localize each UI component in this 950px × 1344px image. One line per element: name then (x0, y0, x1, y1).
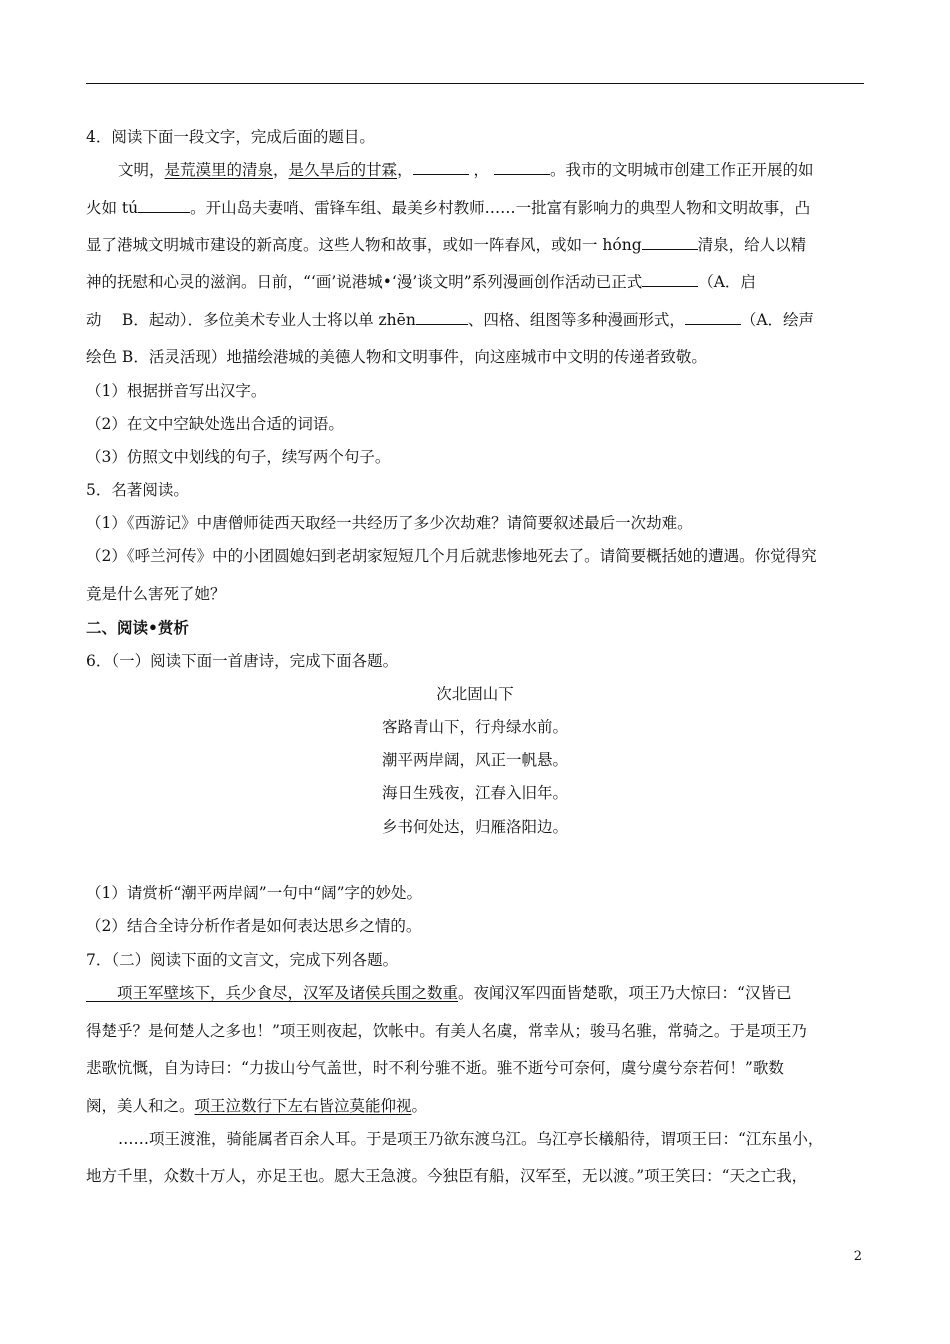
q7-text: 。 (411, 1097, 428, 1115)
q4-para-line-5 (86, 310, 876, 330)
q7-title: 7．（二）阅读下面的文言文，完成下列各题。 (86, 951, 399, 969)
poem-line-2: 潮平两岸阔，风正一帆悬。 (381, 751, 568, 769)
q6-sub-1: （1）请赏析“潮平两岸阔”一句中“阔”字的妙处。 (86, 884, 423, 902)
q4-underlined-phrase-1: 是荒漠里的清泉 (164, 161, 274, 179)
poem-line-4: 乡书何处达，归雁洛阳边。 (381, 818, 568, 836)
q4-sub-2: （2）在文中空缺处选出合适的词语。 (86, 415, 344, 433)
answer-blank-sentence-2[interactable] (494, 160, 550, 175)
q4-text: （A．启 (698, 273, 756, 291)
q4-para-line-2 (86, 198, 876, 218)
q7-text-line-6: 地方千里，众数十万人，亦足王也。愿大王急渡。今独臣有船，汉军至，无以渡。”项王笑曰：“天之亡我， (86, 1167, 808, 1185)
q6-sub-2: （2）结合全诗分析作者是如何表达思乡之情的。 (86, 917, 422, 935)
answer-blank-zhen[interactable] (416, 310, 468, 325)
page-number: 2 (853, 1249, 862, 1264)
header-rule (86, 83, 864, 84)
q4-sub-1: （1）根据拼音写出汉字。 (86, 382, 267, 400)
q7-text-line-2: 得楚乎？是何楚人之多也！”项王则夜起，饮帐中。有美人名虞，常幸从；骏马名骓，常骑之。于是项王乃 (86, 1022, 807, 1040)
q7-underlined-sentence-1: 项王军壁垓下，兵少食尽，汉军及诸侯兵围之数重 (86, 984, 459, 1002)
q7-text-line-4 (86, 1096, 876, 1116)
q7-text-line-3: 悲歌忼慨，自为诗曰：“力拔山兮气盖世，时不利兮骓不逝。骓不逝兮可奈何，虞兮虞兮奈若何！”歌数 (86, 1059, 784, 1077)
poem-title: 次北固山下 (436, 685, 514, 703)
q4-text: 清泉，给人以精 (697, 236, 807, 254)
answer-blank-qidong[interactable] (642, 272, 698, 287)
q7-text: 阕，美人和之。 (86, 1097, 195, 1115)
poem-line-3: 海日生残夜，江春入旧年。 (381, 784, 568, 802)
q4-para-line-6: 绘色 B．活灵活现）地描绘港城的美德人物和文明事件，向这座城市中文明的传递者致敬。 (86, 348, 707, 366)
answer-blank-hong[interactable] (642, 235, 698, 250)
q4-text: 显了港城文明城市建设的新高度。这些人物和故事，或如一阵春风，或如一 hóng (86, 236, 642, 254)
q4-text: 动 B．起动）．多位美术专业人士将以单 zhēn (86, 311, 416, 329)
q4-para-line-1 (118, 160, 908, 180)
q4-text: 神的抚慰和心灵的滋润。日前，“‘画’说港城•‘漫’谈文明”系列漫画创作活动已正式 (86, 273, 643, 291)
q4-text: ， (473, 161, 490, 179)
q5-sub-2-line-2: 竟是什么害死了她？ (86, 585, 226, 603)
q4-text: 火如 tú (86, 199, 139, 217)
q5-sub-1: （1）《西游记》中唐僧师徒西天取经一共经历了多少次劫难？请简要叙述最后一次劫难。 (86, 514, 693, 532)
q7-underlined-sentence-2: 项王泣数行下左右皆泣莫能仰视 (194, 1097, 412, 1115)
answer-blank-tu[interactable] (138, 198, 190, 213)
answer-blank-huisheng[interactable] (685, 310, 741, 325)
poem-line-1: 客路青山下，行舟绿水前。 (381, 718, 568, 736)
q7-text: 。夜闻汉军四面皆楚歌，项王乃大惊曰：“汉皆已 (458, 984, 792, 1002)
q4-text: 。我市的文明城市创建工作正开展的如 (549, 161, 814, 179)
q4-text: 。开山岛夫妻哨、雷锋车组、最美乡村教师……一批富有影响力的典型人物和文明故事，凸 (190, 199, 811, 217)
q7-text-line-1 (86, 983, 876, 1003)
q4-underlined-phrase-2: 是久旱后的甘霖 (288, 161, 398, 179)
q4-text: 、四格、组图等多种漫画形式， (467, 311, 685, 329)
q4-text: （A．绘声 (740, 311, 815, 329)
q6-title: 6．（一）阅读下面一首唐诗，完成下面各题。 (86, 652, 399, 670)
q4-para-line-4 (86, 272, 876, 292)
q4-text: ， (273, 161, 289, 179)
q4-para-line-3 (86, 235, 876, 255)
q4-text: 文明， (118, 161, 165, 179)
q4-sub-3: （3）仿照文中划线的句子，续写两个句子。 (86, 448, 391, 466)
q4-text: ， (397, 161, 413, 179)
q4-title: 4．阅读下面一段文字，完成后面的题目。 (86, 128, 375, 146)
answer-blank-sentence-1[interactable] (413, 160, 469, 175)
section-heading: 二、阅读•赏析 (86, 618, 189, 637)
q5-sub-2-line-1: （2）《呼兰河传》中的小团圆媳妇到老胡家短短几个月后就悲惨地死去了。请简要概括她的遭遇。你觉得究 (86, 547, 817, 565)
q5-title: 5．名著阅读。 (86, 481, 189, 499)
q7-text-line-5: ……项王渡淮，骑能属者百余人耳。于是项王乃欲东渡乌江。乌江亭长檥船待，谓项王曰：“江东虽小， (118, 1130, 824, 1148)
